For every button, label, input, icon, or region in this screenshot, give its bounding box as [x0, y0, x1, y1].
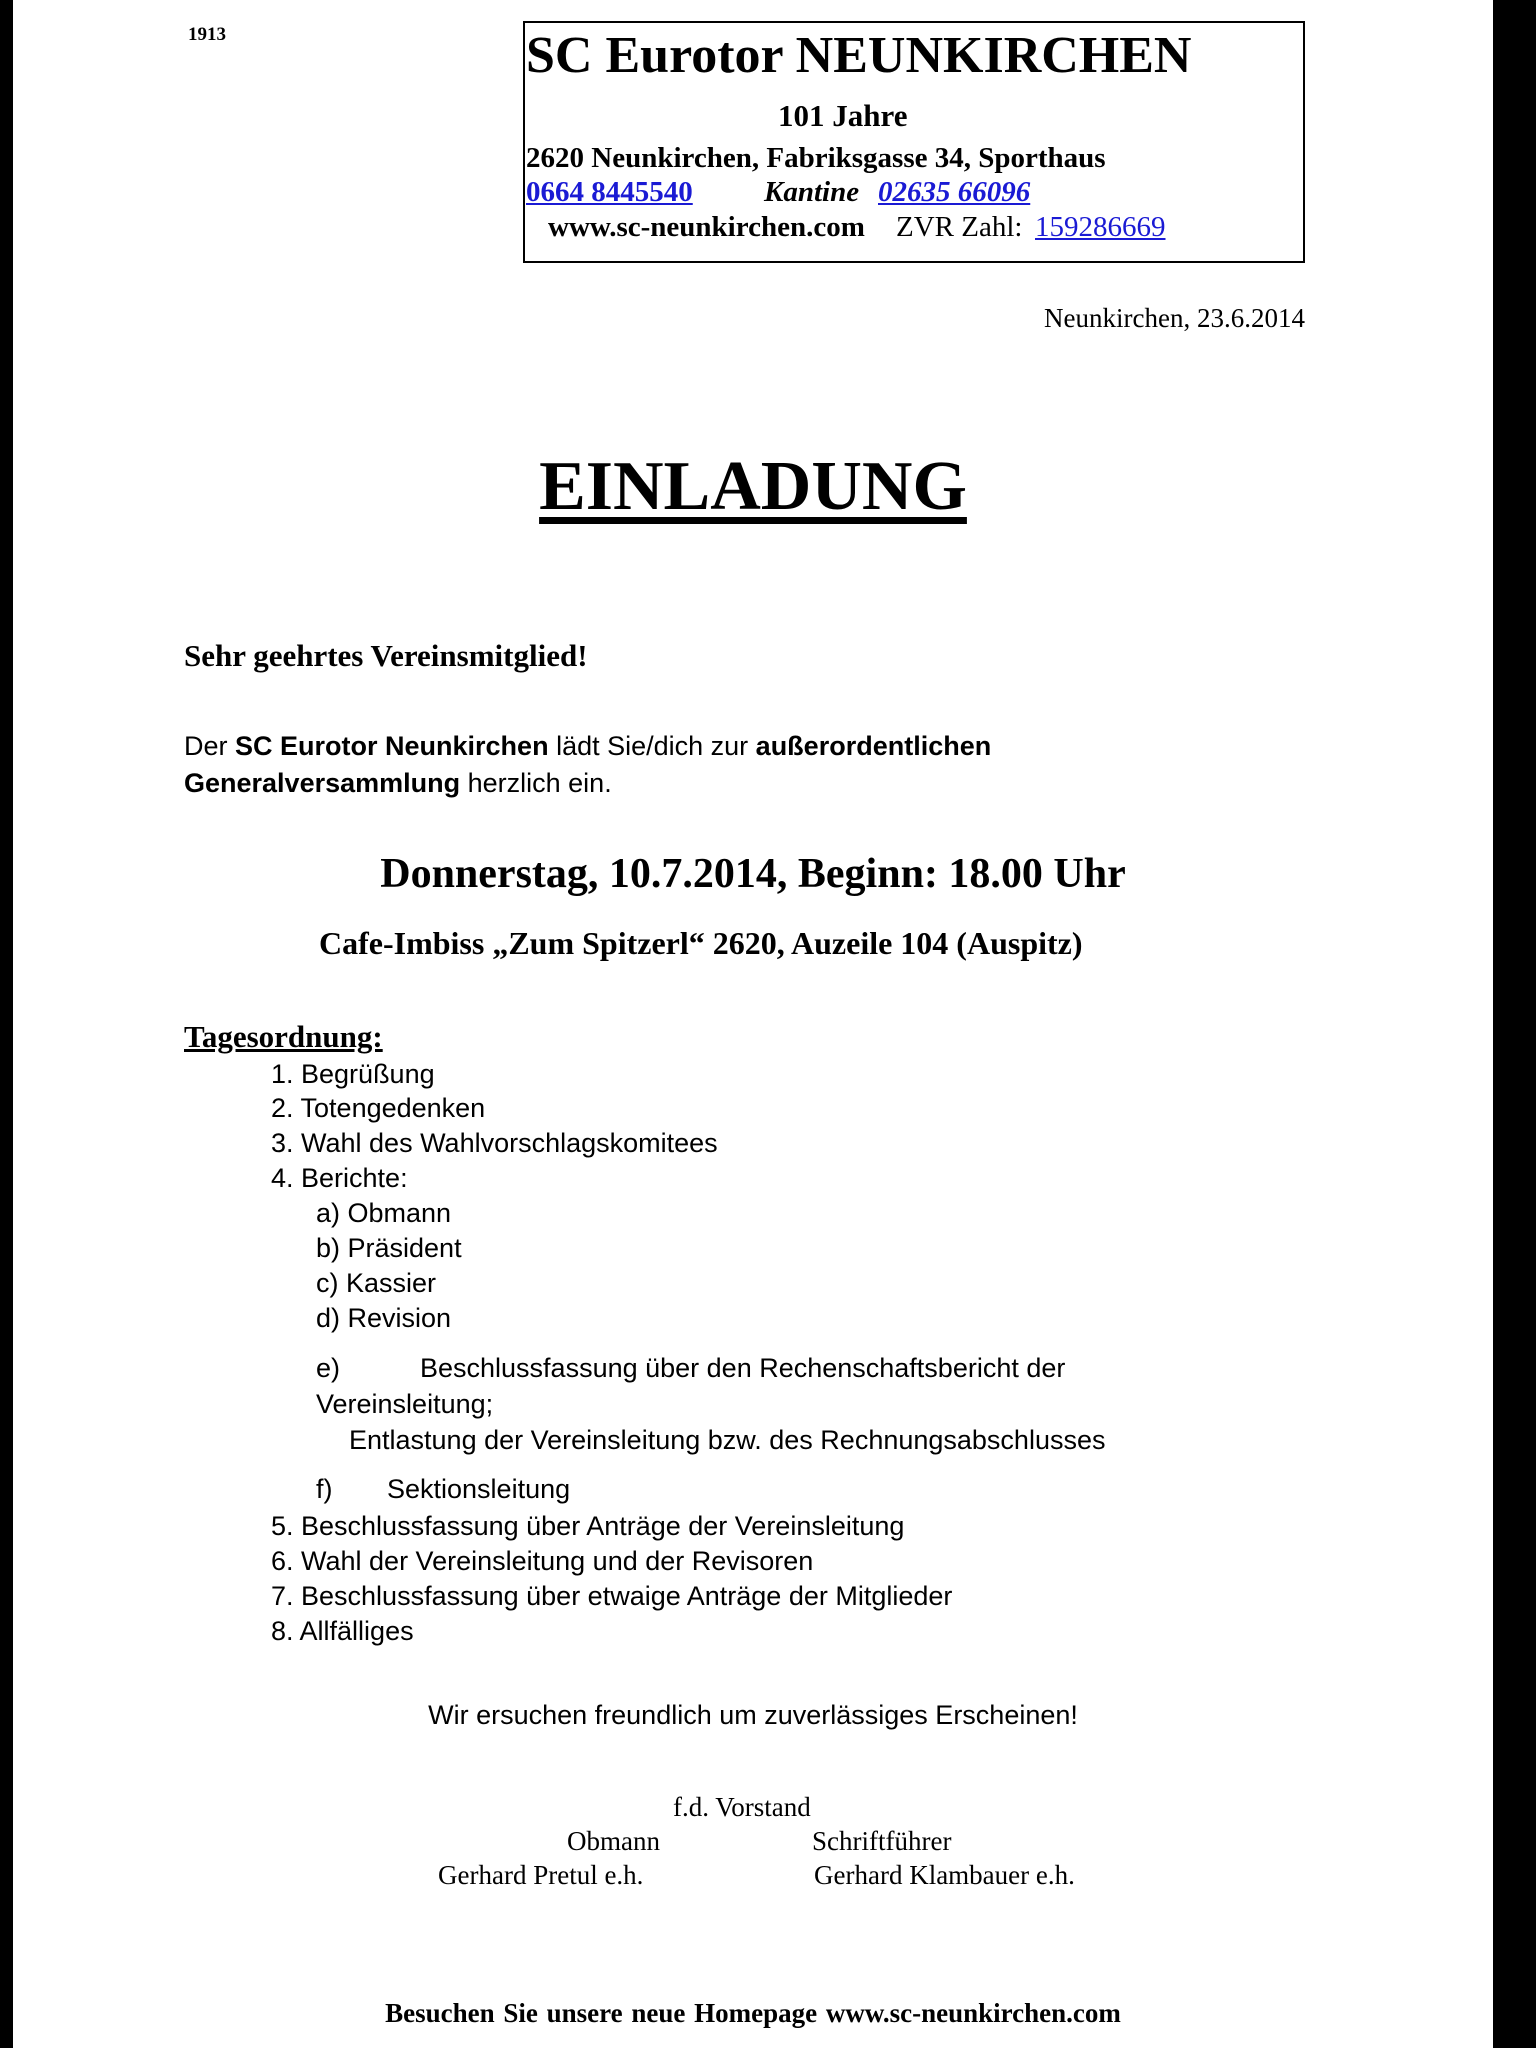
agenda-heading: Tagesordnung: [184, 1019, 383, 1054]
website-text: www.sc-neunkirchen.com [548, 211, 865, 243]
agenda-item-8: 8. Allfälliges [271, 1616, 414, 1646]
signature-name-2: Gerhard Klambauer e.h. [814, 1860, 1075, 1890]
greeting: Sehr geehrtes Vereinsmitglied! [184, 638, 588, 673]
zvr-number-link[interactable]: 159286669 [1035, 211, 1166, 243]
agenda-sub-d: d) Revision [316, 1303, 452, 1333]
agenda-sub-e-text-1: Beschlussfassung über den Rechenschaftsbericht der [420, 1353, 1066, 1383]
signature-board: f.d. Vorstand [673, 1792, 811, 1822]
intro-text-1: Der [184, 731, 236, 761]
document-page [13, 0, 1493, 2048]
club-address: 2620 Neunkirchen, Fabriksgasse 34, Sporthaus [526, 142, 1106, 174]
agenda-sub-a: a) Obmann [316, 1198, 452, 1228]
document-title: EINLADUNG [539, 448, 967, 525]
agenda-item-2: 2. Totengedenken [271, 1093, 486, 1123]
club-name: SC Eurotor NEUNKIRCHEN [526, 27, 1192, 84]
agenda-sub-e-text-3: Entlastung der Vereinsleitung bzw. des Rechnungsabschlusses [349, 1425, 1106, 1455]
kantine-label: Kantine [764, 176, 860, 208]
intro-text-2: lädt Sie/dich zur [548, 731, 756, 761]
intro-event-1: außerordentlichen [755, 731, 992, 761]
footer-homepage: Besuchen Sie unsere neue Homepage www.sc-neunkirchen.com [385, 1998, 1121, 2028]
agenda-sub-e-label: e) [316, 1353, 341, 1383]
kantine-phone-link[interactable]: 02635 66096 [878, 176, 1031, 208]
zvr-label: ZVR Zahl: [896, 211, 1023, 243]
agenda-sub-e-text-2: Vereinsleitung; [316, 1389, 494, 1419]
agenda-sub-f-text: Sektionsleitung [387, 1474, 571, 1504]
signature-role-schriftfuehrer: Schriftführer [812, 1826, 952, 1856]
signature-name-1: Gerhard Pretul e.h. [438, 1860, 644, 1890]
agenda-item-4: 4. Berichte: [271, 1163, 408, 1193]
founding-year: 1913 [188, 24, 226, 45]
agenda-item-5: 5. Beschlussfassung über Anträge der Vereinsleitung [271, 1511, 905, 1541]
date-line: Neunkirchen, 23.6.2014 [1044, 303, 1305, 333]
closing-line: Wir ersuchen freundlich um zuverlässiges Erscheinen! [428, 1700, 1078, 1730]
intro-text-3: herzlich ein. [460, 768, 612, 798]
intro-club: SC Eurotor Neunkirchen [235, 731, 549, 761]
agenda-item-1: 1. Begrüßung [271, 1059, 435, 1089]
agenda-item-6: 6. Wahl der Vereinsleitung und der Revisoren [271, 1546, 814, 1576]
intro-event-2: Generalversammlung [184, 768, 461, 798]
agenda-item-3: 3. Wahl des Wahlvorschlagskomitees [271, 1128, 718, 1158]
agenda-sub-c: c) Kassier [316, 1268, 437, 1298]
meeting-location: Cafe-Imbiss „Zum Spitzerl“ 2620, Auzeile 104 (Auspitz) [319, 925, 1083, 961]
intro-paragraph [184, 728, 991, 802]
signature-role-obmann: Obmann [567, 1826, 660, 1856]
meeting-datetime: Donnerstag, 10.7.2014, Beginn: 18.00 Uhr [380, 851, 1126, 897]
anniversary: 101 Jahre [778, 98, 908, 133]
phone-link[interactable]: 0664 8445540 [526, 176, 693, 208]
agenda-sub-b: b) Präsident [316, 1233, 462, 1263]
agenda-item-7: 7. Beschlussfassung über etwaige Anträge der Mitglieder [271, 1581, 953, 1611]
agenda-sub-f-label: f) [316, 1474, 333, 1504]
